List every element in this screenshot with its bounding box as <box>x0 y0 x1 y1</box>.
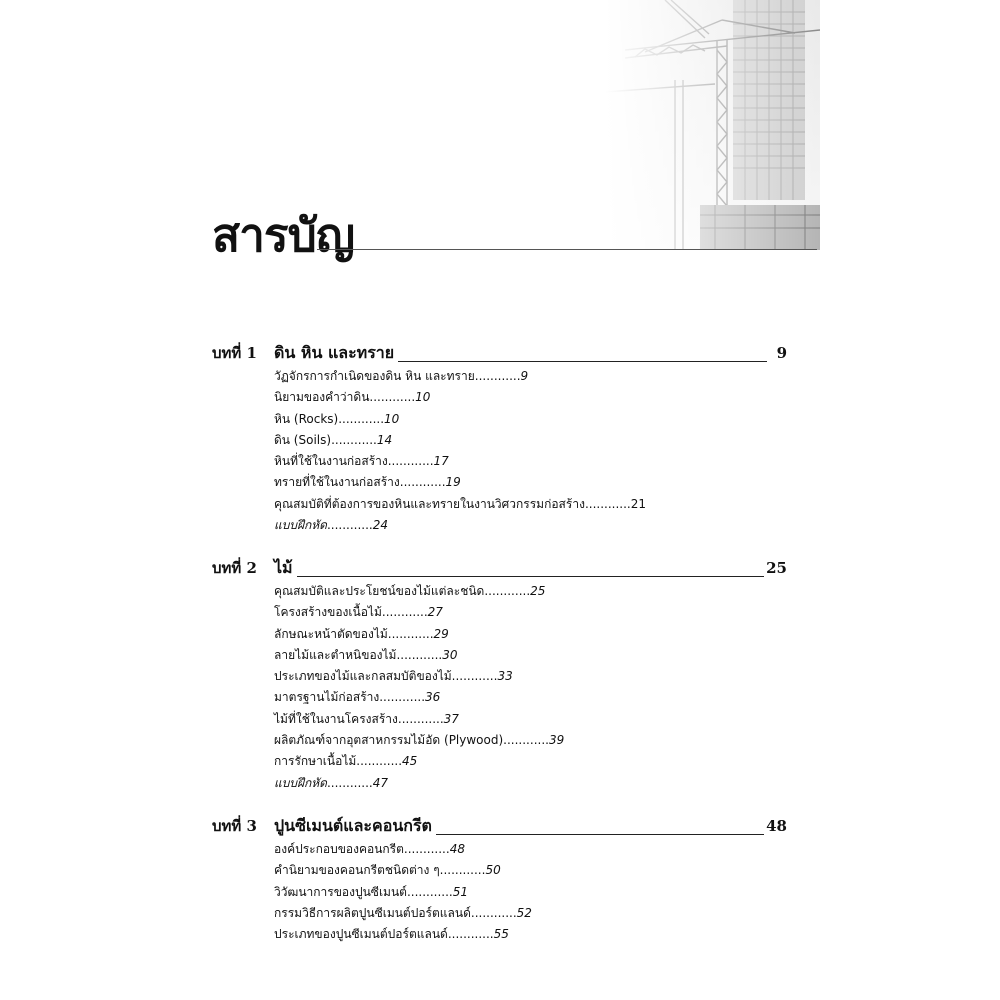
toc-entry-page: 24 <box>372 518 389 533</box>
dot-leader: ............ <box>331 432 377 447</box>
toc-entry[interactable] <box>274 730 787 751</box>
toc-entry-page: 30 <box>442 647 458 662</box>
toc-entry[interactable] <box>274 924 787 945</box>
toc-entry[interactable] <box>274 709 787 730</box>
toc-entry-title: แบบฝึกหัด <box>274 775 327 790</box>
chapter-label: บทที่ 1 <box>212 344 257 362</box>
toc-entry-title: หินที่ใช้ในงานก่อสร้าง <box>274 454 388 469</box>
toc-entry-page: 36 <box>425 690 441 705</box>
toc-entry-title: ประเภทของปูนซีเมนต์ปอร์ตแลนด์ <box>274 927 448 942</box>
toc-entry[interactable] <box>274 451 787 472</box>
toc-entry-title: แบบฝึกหัด <box>274 518 327 533</box>
dot-leader: ............ <box>470 905 517 920</box>
toc-entry-title: คุณสมบัติที่ต้องการของหินและทรายในงานวิศวกรรมก่อสร้าง <box>274 496 585 511</box>
page-title: สารบัญ <box>212 208 355 262</box>
toc-entry-page: 10 <box>384 411 400 426</box>
chapter-page-number: 25 <box>766 559 787 577</box>
toc-entry-page: 39 <box>548 733 565 748</box>
chapter-heading[interactable] <box>212 815 787 839</box>
toc-entry-page: 47 <box>372 775 389 790</box>
chapter-2 <box>212 557 787 794</box>
toc-entry[interactable] <box>274 751 787 772</box>
toc-entry-title: วิวัฒนาการของปูนซีเมนต์ <box>274 884 407 899</box>
dot-leader: ............ <box>356 754 403 769</box>
toc-entry-title: ลักษณะหน้าตัดของไม้ <box>274 626 388 641</box>
chapter-title: ดิน หิน และทราย <box>274 342 398 364</box>
toc-entry-exercise[interactable] <box>274 515 787 536</box>
toc-entry-page: 50 <box>485 863 501 878</box>
chapter-label: บทที่ 3 <box>212 817 257 835</box>
toc-entry[interactable] <box>274 581 787 602</box>
dot-leader: ............ <box>379 690 426 705</box>
dot-leader: ............ <box>403 842 450 856</box>
dot-leader: ............ <box>397 711 444 726</box>
toc-entry[interactable] <box>274 860 787 881</box>
toc-entry-page: 29 <box>433 626 449 641</box>
toc-entry-title: ประเภทของไม้และกลสมบัติของไม้ <box>274 669 452 684</box>
dot-leader: ............ <box>439 863 486 878</box>
dot-leader: ............ <box>399 475 446 490</box>
dot-leader: ............ <box>406 884 453 899</box>
title-underline <box>317 249 817 250</box>
toc-entry-title: ดิน (Soils) <box>274 432 332 447</box>
section-list <box>212 581 787 794</box>
toc-entry-page: 45 <box>402 754 418 769</box>
toc-entry-title: คุณสมบัติและประโยชน์ของไม้แต่ละชนิด <box>274 584 485 598</box>
toc-entry-page: 48 <box>449 842 465 856</box>
toc-entry-page: 27 <box>427 605 443 620</box>
toc-entry-title: นิยามของคำว่าดิน <box>274 390 370 405</box>
dot-leader: ............ <box>387 626 434 641</box>
dot-leader: ............ <box>451 669 498 684</box>
dot-leader: ............ <box>503 733 549 748</box>
toc-entry-title: คำนิยามของคอนกรีตชนิดต่าง ๆ <box>274 863 440 878</box>
toc-entry-title: ลายไม้และตำหนิของไม้ <box>274 647 397 662</box>
chapter-heading[interactable] <box>212 342 787 366</box>
toc-entry-page: 52 <box>516 905 532 920</box>
dot-leader: ............ <box>369 390 416 405</box>
toc-entry[interactable] <box>274 624 787 645</box>
section-list <box>212 839 787 945</box>
toc-entry[interactable] <box>274 494 787 515</box>
toc-entry[interactable] <box>274 666 787 687</box>
chapter-page-number: 48 <box>766 817 787 835</box>
toc-entry[interactable] <box>274 430 787 451</box>
chapter-page-number: 9 <box>776 344 787 362</box>
dot-leader: ............ <box>396 647 443 662</box>
toc-entry-page: 25 <box>530 584 546 598</box>
toc-entry-page: 14 <box>376 432 393 447</box>
toc-entry[interactable] <box>274 602 787 623</box>
dot-leader: ............ <box>338 411 385 426</box>
toc-entry[interactable] <box>274 409 787 430</box>
toc-entry-page: 51 <box>452 884 469 899</box>
chapter-1 <box>212 342 787 536</box>
chapter-title: ปูนซีเมนต์และคอนกรีต <box>274 815 436 837</box>
toc-entry-title: มาตรฐานไม้ก่อสร้าง <box>274 690 380 705</box>
toc-entry-title: การรักษาเนื้อไม้ <box>274 754 357 769</box>
chapter-label: บทที่ 2 <box>212 559 257 577</box>
toc-entry-page: 37 <box>443 711 459 726</box>
chapter-title: ไม้ <box>274 557 297 579</box>
dot-leader: ............ <box>447 927 494 942</box>
dot-leader: ............ <box>474 369 521 383</box>
toc-entry-title: โครงสร้างของเนื้อไม้ <box>274 605 382 620</box>
toc-entry[interactable] <box>274 387 787 408</box>
dot-leader: ............ <box>584 496 631 511</box>
chapter-heading[interactable] <box>212 557 787 581</box>
toc-entry[interactable] <box>274 645 787 666</box>
dot-leader: ............ <box>484 584 531 598</box>
toc-entry-title: องค์ประกอบของคอนกรีต <box>274 842 404 856</box>
toc-entry-page: 10 <box>415 390 431 405</box>
toc-entry-title: กรรมวิธีการผลิตปูนซีเมนต์ปอร์ตแลนด์ <box>274 905 471 920</box>
toc-entry-page: 21 <box>630 496 646 511</box>
toc-entry-title: วัฏจักรการกำเนิดของดิน หิน และทราย <box>274 369 475 383</box>
toc-entry-title: ทรายที่ใช้ในงานก่อสร้าง <box>274 475 400 490</box>
toc-entry-page: 17 <box>433 454 449 469</box>
toc-entry-title: ไม้ที่ใช้ในงานโครงสร้าง <box>274 711 398 726</box>
toc-entry[interactable] <box>274 472 787 493</box>
toc-entry[interactable] <box>274 366 787 387</box>
dot-leader: ............ <box>387 454 434 469</box>
toc-entry[interactable] <box>274 839 787 860</box>
toc-entry-title: หิน (Rocks) <box>274 411 339 426</box>
toc-entry-page: 33 <box>497 669 513 684</box>
toc-entry-page: 9 <box>520 369 529 383</box>
dot-leader: ............ <box>326 775 373 790</box>
toc-entry[interactable] <box>274 903 787 924</box>
dot-leader: ............ <box>381 605 428 620</box>
toc-entry-title: ผลิตภัณฑ์จากอุตสาหกรรมไม้อัด (Plywood) <box>274 733 504 748</box>
toc-entry-page: 55 <box>493 927 509 942</box>
section-list <box>212 366 787 536</box>
toc-entry-exercise[interactable] <box>274 773 787 794</box>
dot-leader: ............ <box>326 518 373 533</box>
toc-entry-page: 19 <box>445 475 461 490</box>
title-block <box>212 205 817 265</box>
toc-entry[interactable] <box>274 882 787 903</box>
chapter-3 <box>212 815 787 945</box>
chapter-rule <box>274 576 767 577</box>
toc-entry[interactable] <box>274 687 787 708</box>
